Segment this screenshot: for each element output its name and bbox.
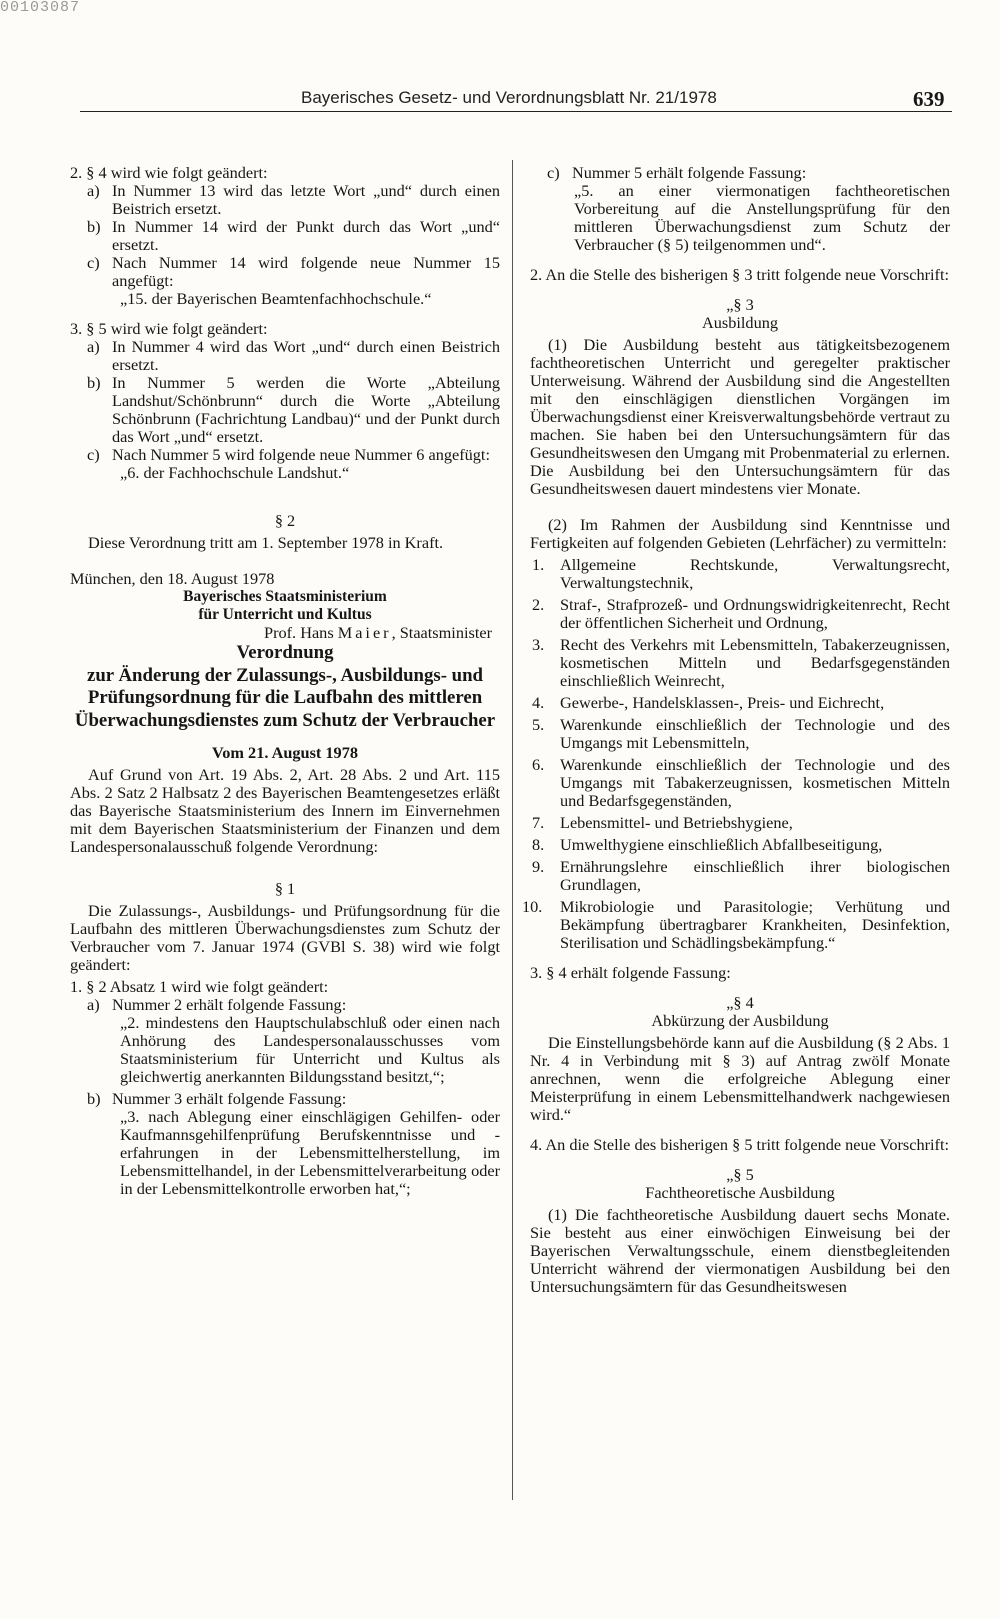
list-item: 3. Recht des Verkehrs mit Lebensmitteln, Tabakerzeugnissen, kosmetischen Mitteln und Bedarfsgegenständen einschließlich Weinrecht, [532,635,950,690]
amendment-item-3c: c) Nach Nummer 5 wird folgende neue Nummer 6 angefügt: [87,445,490,464]
ordinance-preamble: Auf Grund von Art. 19 Abs. 2, Art. 28 Abs. 2 und Art. 115 Abs. 2 Satz 2 Halbsatz 2 des Bayerischen Beamtengesetzes erläßt das Bayerische Staatsministerium des Innern im Einvernehmen mit dem Bayerischen Staatsministerium der Finanzen und dem Landespersonalausschuß folgende Verordnung: [70,765,500,856]
signature-ministry-line2: für Unterricht und Kultus [198,606,372,623]
amendment-item-2b: b) In Nummer 14 wird der Punkt durch das Wort „und“ ersetzt. [87,217,500,254]
section-5-text: (1) Die fachtheoretische Ausbildung dauert sechs Monate. Sie besteht aus einer einwöchigen Einweisung bei der Bayerischen Verwaltungsschule, einem dienstbegleitenden Unterricht während der viermonatigen Ausbildung bei den Untersuchungsämtern für das Gesundheitswesen [530,1205,950,1296]
section-3-heading: „§ 3 [726,295,754,314]
right-column [522,163,950,1296]
amendment-item-3-right: 3. § 4 erhält folgende Fassung: [530,963,731,982]
amendment-item-3a: a) In Nummer 4 wird das Wort „und“ durch einen Beistrich ersetzt. [87,337,500,374]
place-and-date: München, den 18. August 1978 [70,569,275,588]
amendment-item-1a-text: „2. mindestens den Hauptschulabschluß oder einen nach Anhörung des Landespersonalausschusses vom Staatsministerium für Unterricht und Kultus als gleichwertig anerkannten Bildungsstand besitzt,“; [120,1013,500,1086]
amendment-item-2c: c) Nach Nummer 14 wird folgende neue Nummer 15 angefügt: [87,253,500,290]
section-1-heading: § 1 [274,879,296,898]
list-item: 2. Straf-, Strafprozeß- und Ordnungswidrigkeitenrecht, Recht der öffentlichen Sicherheit und Ordnung, [532,595,950,632]
section-1-text: Die Zulassungs-, Ausbildungs- und Prüfungsordnung für die Laufbahn des mittleren Überwachungsdienstes zum Schutz der Verbraucher vom 7. Januar 1974 (GVBl S. 38) wird wie folgt geändert: [70,901,500,974]
subject-list [522,555,950,952]
ordinance-title: Verordnung [236,642,334,663]
list-item: 10. Mikrobiologie und Parasitologie; Verhütung und Bekämpfung übertragbarer Krankheiten, Desinfektion, Sterilisation und Schädlingsbekämpfung.“ [522,897,950,952]
section-3-paragraph-2: (2) Im Rahmen der Ausbildung sind Kenntnisse und Fertigkeiten auf folgenden Gebieten (Lehrfächer) zu vermitteln: [530,515,950,552]
amendment-item-3: 3. § 5 wird wie folgt geändert: [70,319,268,338]
section-2-text: Diese Verordnung tritt am 1. September 1978 in Kraft. [88,533,444,552]
section-5-title: Fachtheoretische Ausbildung [645,1183,835,1202]
section-3-paragraph-1: (1) Die Ausbildung besteht aus tätigkeitsbezogenem fachtheoretischen Unterricht und geregelter praktischer Unterweisung. Während der Ausbildung sind die Angestellten mit den einschlägigen dienstlichen Vorgängen im Überwachungsdienst einer Kreisverwaltungsbehörde vertraut zu machen. Sie haben bei den Untersuchungsämtern für das Gesundheitswesen den Umgang mit Probenmaterial zu erlernen. Die Ausbildung bei den Untersuchungsämtern für das Gesundheitswesen dauert mindestens vier Monate. [530,335,950,498]
section-4-title: Abkürzung der Ausbildung [651,1011,829,1030]
amendment-item-1c: c) Nummer 5 erhält folgende Fassung: [547,163,807,182]
amendment-item-1a: a) Nummer 2 erhält folgende Fassung: [87,995,347,1014]
amendment-item-2a: a) In Nummer 13 wird das letzte Wort „und“ durch einen Beistrich ersetzt. [87,181,500,218]
ordinance-subtitle: zur Änderung der Zulassungs-, Ausbildungs- und Prüfungsordnung für die Laufbahn des mittleren Überwachungsdienstes zum Schutz der Verbraucher [74,664,496,731]
signature-minister: Prof. Hans Maier, Staatsminister [264,623,492,642]
amendment-item-2-right: 2. An die Stelle des bisherigen § 3 tritt folgende neue Vorschrift: [530,265,950,284]
column-divider [512,160,513,1500]
list-item: 9. Ernährungslehre einschließlich ihrer biologischen Grundlagen, [532,857,950,894]
amendment-item-1b: b) Nummer 3 erhält folgende Fassung: [87,1089,347,1108]
amendment-item-2: 2. § 4 wird wie folgt geändert: [70,163,268,182]
left-column [70,164,500,1198]
section-4-text: Die Einstellungsbehörde kann auf die Ausbildung (§ 2 Abs. 1 Nr. 4 in Verbindung mit § 3) auf Antrag zwölf Monate anrechnen, wenn die erfolgreiche Ablegung einer Meisterprüfung in einem Lebensmittelhandwerk nachgewiesen wird.“ [530,1033,950,1124]
section-4-heading: „§ 4 [726,993,754,1012]
running-head: Bayerisches Gesetz- und Verordnungsblatt Nr. 21/1978 [301,88,717,107]
amendment-item-2c-text: „15. der Bayerischen Beamtenfachhochschule.“ [120,289,432,308]
section-5-heading: „§ 5 [726,1165,754,1184]
list-item: 8. Umwelthygiene einschließlich Abfallbeseitigung, [532,835,883,854]
section-2-heading: § 2 [274,511,296,530]
page-number: 639 [913,87,945,111]
amendment-item-4-right: 4. An die Stelle des bisherigen § 5 tritt folgende neue Vorschrift: [530,1135,950,1154]
amendment-item-3c-text: „6. der Fachhochschule Landshut.“ [120,463,350,482]
list-item: 1. Allgemeine Rechtskunde, Verwaltungsrecht, Verwaltungstechnik, [532,555,950,592]
amendment-item-1: 1. § 2 Absatz 1 wird wie folgt geändert: [70,977,329,996]
list-item: 6. Warenkunde einschließlich der Technologie und des Umgangs mit Tabakerzeugnissen, kosmetischen Mitteln und Bedarfsgegenständen, [532,755,950,810]
list-item: 5. Warenkunde einschließlich der Technologie und des Umgangs mit Lebensmitteln, [532,715,950,752]
list-item: 7. Lebensmittel- und Betriebshygiene, [532,813,793,832]
section-3-title: Ausbildung [702,313,778,332]
list-item: 4. Gewerbe-, Handelsklassen-, Preis- und Eichrecht, [532,693,885,712]
amendment-item-1c-text: „5. an einer viermonatigen fachtheoretischen Vorbereitung auf die Anstellungsprüfung für den mittleren Überwachungsdienst zum Schutz der Verbraucher (§ 5) teilgenommen und“. [574,181,950,254]
ordinance-date: Vom 21. August 1978 [212,743,358,762]
archive-stamp: 00103087 [0,0,81,12]
amendment-item-3b: b) In Nummer 5 werden die Worte „Abteilung Landshut/Schönbrunn“ durch die Worte „Abteilung Schönbrunn (Fachrichtung Landbau)“ und der Punkt durch das Wort „und“ ersetzt. [87,373,500,446]
amendment-item-1b-text: „3. nach Ablegung einer einschlägigen Gehilfen- oder Kaufmannsgehilfenprüfung Berufskenntnisse und -erfahrungen in der Lebensmittelherstellung, im Lebensmittelhandel, in der Lebensmittelverarbeitung oder in der Lebensmittelkontrolle erworben hat,“; [120,1107,500,1198]
header-rule [80,111,952,112]
signature-ministry-line1: Bayerisches Staatsministerium [183,588,387,605]
